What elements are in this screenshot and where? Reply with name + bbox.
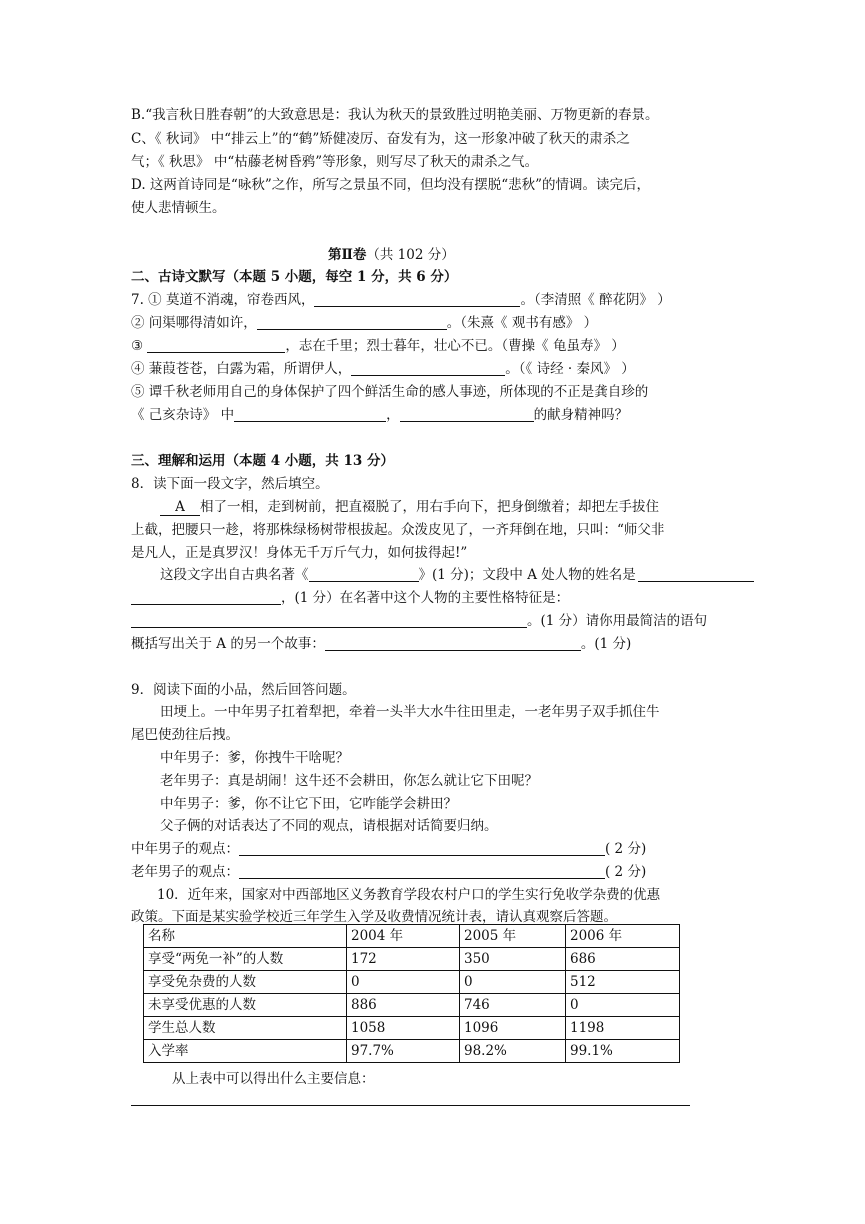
q8-paragraph-line1: [160, 496, 659, 518]
q8-q3-text: 。(1 分）请你用最简洁的语句: [527, 613, 708, 629]
table-cell: 0: [566, 994, 680, 1017]
table-cell: 1198: [566, 1017, 680, 1040]
table-cell: 512: [566, 971, 680, 994]
table-cell: 1058: [347, 1017, 460, 1040]
table-header-cell: 2005 年: [460, 925, 566, 948]
table-cell: 未享受优惠的人数: [144, 994, 347, 1017]
q10-answer-line[interactable]: [131, 1105, 690, 1106]
q8-q2-text: ，(1 分）在名著中这个人物的主要性格特征是：: [281, 590, 570, 606]
q7-item3-blank[interactable]: [147, 337, 285, 353]
table-cell: 886: [347, 994, 460, 1017]
table-cell: 享受“两免一补”的人数: [144, 948, 347, 971]
table-cell: 0: [347, 971, 460, 994]
q10-intro-line1: 10．近年来，国家对中西部地区义务教育学段农村户口的学生实行免收学杂费的优惠: [157, 887, 661, 903]
q7-item4: [131, 358, 635, 380]
q7-item5-prefix: 《 己亥杂诗》 中: [131, 407, 235, 423]
q8-character-blank[interactable]: [131, 612, 527, 628]
q8-paragraph-line2: 上截，把腰只一趁，将那株绿杨树带根拔起。众泼皮见了，一齐拜倒在地，只叫：“师父非: [131, 522, 665, 538]
q9-dialog1: 中年男子：爹，你拽牛干啥呢？: [160, 750, 349, 766]
q7-item5-line1: ⑤ 谭千秋老师用自己的身体保护了四个鲜活生命的感人事迹，所体现的不正是龚自珍的: [131, 384, 649, 400]
q7-item4-prefix: ④ 蒹葭苍苍，白露为霜，所谓伊人，: [131, 361, 352, 377]
q7-item2-prefix: ② 问渠哪得清如许，: [131, 315, 257, 331]
q8-name-blank-end[interactable]: [638, 566, 754, 582]
q7-item5-comma: ，: [386, 407, 400, 423]
part2-title: [328, 244, 455, 266]
table-cell: 98.2%: [460, 1040, 566, 1063]
q9-answer2-score: ( 2 分): [605, 864, 647, 880]
q8-q1-prefix: 这段文字出自古典名著《: [160, 567, 309, 583]
option-c-line1: C、《 秋词》 中“排云上”的“鹤”矫健凌厉、奋发有为，这一形象冲破了秋天的肃杀之: [131, 131, 630, 147]
option-c-line2: 气；《 秋思》 中“枯藤老树昏鸦”等形象，则写尽了秋天的肃杀之气。: [131, 154, 539, 170]
section2-heading: 二、古诗文默写（本题 5 小题，每空 1 分，共 6 分）: [131, 269, 458, 285]
q8-story-blank[interactable]: [325, 635, 581, 651]
table-row: [144, 971, 680, 994]
q8-question-line1: [160, 564, 754, 586]
q7-item4-suffix: 。（《 诗经 · 秦风》 ）: [505, 361, 635, 377]
q8-question-line4: [131, 633, 631, 655]
q9-answer2: [131, 861, 646, 883]
table-cell: 97.7%: [347, 1040, 460, 1063]
q8-name-blank[interactable]: [131, 589, 281, 605]
q7-item3-prefix: ③: [131, 338, 148, 354]
section3-heading: 三、理解和运用（本题 4 小题，共 13 分）: [131, 453, 394, 469]
table-cell: 172: [347, 948, 460, 971]
q7-item1: [131, 289, 671, 311]
table-header-row: [144, 925, 680, 948]
q9-answer1-score: ( 2 分): [605, 841, 647, 857]
q7-item5-suffix: 的献身精神吗？: [533, 407, 629, 423]
q8-book-blank[interactable]: [309, 566, 419, 582]
q8-a-mark: A: [160, 499, 200, 516]
q7-item4-blank[interactable]: [351, 360, 505, 376]
q9-question: 父子俩的对话表达了不同的观点，请根据对话简要归纳。: [160, 818, 498, 834]
q7-item5-line2: [131, 404, 628, 426]
q9-intro: 9．阅读下面的小品，然后回答问题。: [131, 682, 356, 698]
table-header-cell: 2006 年: [566, 925, 680, 948]
table-cell: 746: [460, 994, 566, 1017]
part2-title-text: 第Ⅱ卷: [328, 247, 367, 263]
table-cell: 0: [460, 971, 566, 994]
q9-answer2-label: 老年男子的观点：: [131, 864, 239, 880]
table-cell: 享受免杂费的人数: [144, 971, 347, 994]
q9-scene-line2: 尾巴使劲往后拽。: [131, 727, 239, 743]
table-cell: 学生总人数: [144, 1017, 347, 1040]
part2-title-score: （共 102 分）: [366, 247, 455, 263]
table-row: [144, 994, 680, 1017]
table-header-cell: 2004 年: [347, 925, 460, 948]
q8-intro: 8．读下面一段文字，然后填空。: [131, 476, 329, 492]
q8-question-line2: [131, 587, 569, 609]
option-b: B.“我言秋日胜春朝”的大致意思是：我认为秋天的景致胜过明艳美丽、万物更新的春景。: [131, 107, 659, 123]
q8-paragraph-line3: 是凡人，正是真罗汉！身体无千万斤气力，如何拔得起!”: [131, 545, 468, 561]
q8-q4-prefix: 概括写出关于 A 的另一个故事：: [131, 636, 325, 652]
q8-question-line3: [131, 610, 707, 632]
table-cell: 686: [566, 948, 680, 971]
q10-question: 从上表中可以得出什么主要信息：: [172, 1071, 375, 1087]
table-cell: 350: [460, 948, 566, 971]
q7-item2-blank[interactable]: [257, 314, 447, 330]
q7-item2-suffix: 。（朱熹《 观书有感》 ）: [446, 315, 598, 331]
q9-answer1-blank[interactable]: [239, 840, 605, 856]
table-cell: 99.1%: [566, 1040, 680, 1063]
q7-item1-suffix: 。（李清照《 醉花阴》 ）: [520, 292, 671, 308]
q9-answer1: [131, 838, 646, 860]
table-row: [144, 948, 680, 971]
option-d-line1: D. 这两首诗同是“咏秋”之作，所写之景虽不同，但均没有摆脱“悲秋”的情调。读完后，: [131, 177, 651, 193]
q10-intro-line2: 政策。下面是某实验学校近三年学生入学及收费情况统计表，请认真观察后答题。: [131, 909, 617, 925]
q7-item3: [131, 335, 625, 357]
q7-item3-suffix: ，志在千里；烈士暮年，壮心不已。（曹操《 龟虽寿》 ）: [285, 338, 625, 354]
q9-dialog3: 中年男子：爹，你不让它下田，它咋能学会耕田？: [160, 796, 457, 812]
q9-answer1-label: 中年男子的观点：: [131, 841, 239, 857]
option-d-line2: 使人悲情顿生。: [131, 200, 226, 216]
table-cell: 1096: [460, 1017, 566, 1040]
q8-q4-suffix: 。(1 分): [580, 636, 632, 652]
q7-item1-blank[interactable]: [314, 291, 520, 307]
q9-answer2-blank[interactable]: [239, 863, 605, 879]
q8-q1-suffix: 》(1 分)；文段中 A 处人物的姓名是: [418, 567, 636, 583]
q7-item1-prefix: 7. ① 莫道不消魂，帘卷西风，: [131, 292, 315, 308]
q9-scene-line1: 田埂上。一中年男子扛着犁把，牵着一头半大水牛往田里走，一老年男子双手抓住牛: [160, 704, 660, 720]
q7-item5-blank2[interactable]: [400, 406, 534, 422]
q9-dialog2: 老年男子：真是胡闹！这牛还不会耕田，你怎么就让它下田呢？: [160, 773, 538, 789]
table-row: [144, 1017, 680, 1040]
table-row: [144, 1040, 680, 1063]
stats-table: [143, 924, 680, 1063]
table-header-cell: 名称: [144, 925, 347, 948]
table-cell: 入学率: [144, 1040, 347, 1063]
q7-item5-blank1[interactable]: [234, 406, 386, 422]
q7-item2: [131, 312, 597, 334]
q8-paragraph-text1: 相了一相，走到树前，把直裰脱了，用右手向下，把身倒缴着；却把左手拔住: [200, 499, 659, 515]
